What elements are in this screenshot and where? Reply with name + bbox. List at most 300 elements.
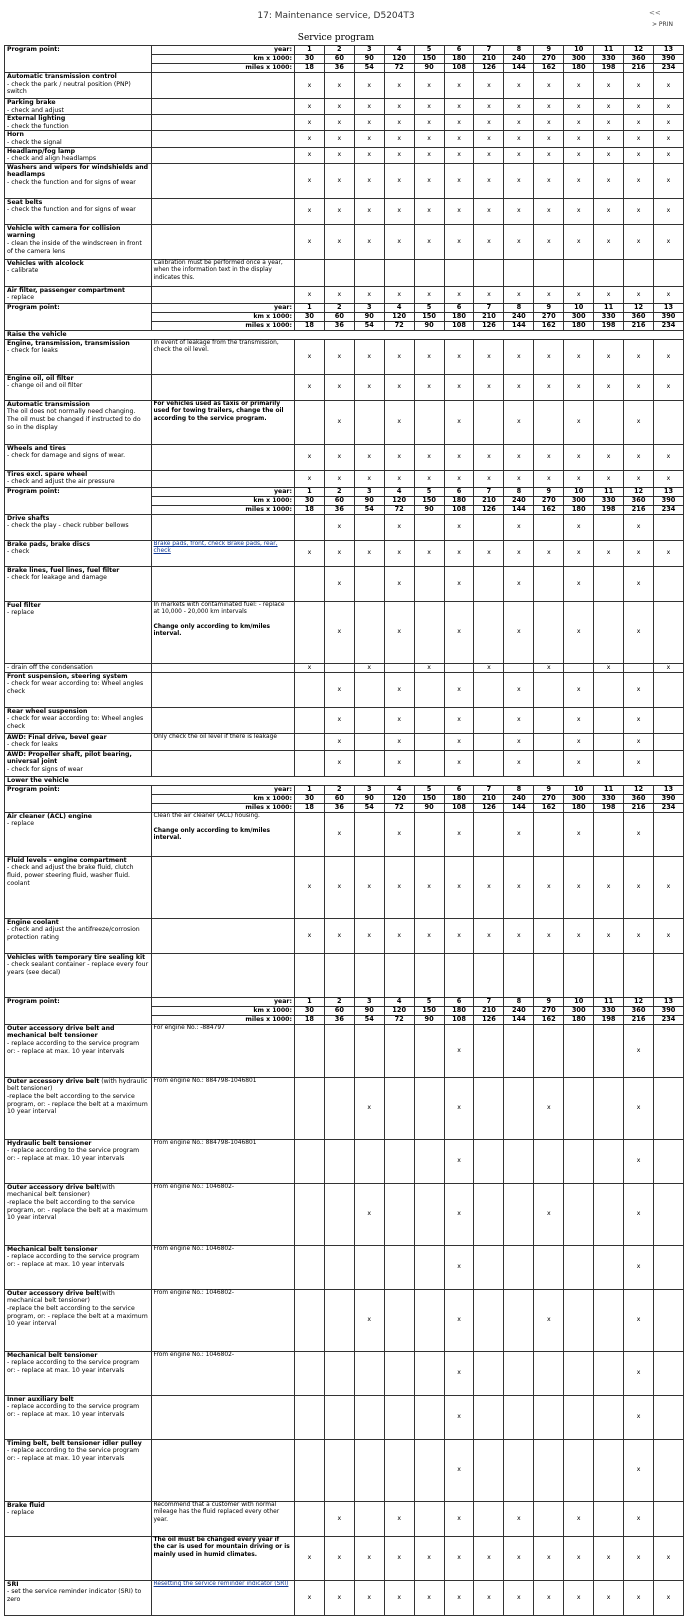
interval-mark-cell: x bbox=[384, 1580, 414, 1615]
reference-link[interactable]: Resetting the service reminder indicator (SRI) bbox=[153, 1580, 289, 1587]
interval-mark-cell: x bbox=[594, 540, 624, 566]
interval-km-cell: 30 bbox=[294, 312, 324, 321]
interval-km-cell: 90 bbox=[354, 496, 384, 505]
item-title: Automatic transmission bbox=[7, 400, 90, 408]
interval-mark-cell: x bbox=[414, 115, 444, 131]
interval-mark-cell: x bbox=[294, 540, 324, 566]
interval-mark-cell: x bbox=[414, 73, 444, 99]
interval-mark-cell bbox=[474, 1439, 504, 1501]
item-title: Engine coolant bbox=[7, 918, 59, 926]
note-cell bbox=[151, 444, 294, 470]
interval-mark-cell bbox=[294, 1351, 324, 1395]
previous-page-link[interactable]: << bbox=[649, 9, 661, 17]
item-instruction: - check and adjust the air pressure bbox=[7, 478, 115, 486]
interval-mark-cell: x bbox=[444, 131, 474, 147]
interval-mark-cell bbox=[444, 663, 474, 672]
interval-mark-cell: x bbox=[504, 374, 534, 400]
interval-km-cell: 180 bbox=[444, 312, 474, 321]
item-instruction: - check and adjust the antifreeze/corrosion protection rating bbox=[7, 926, 140, 941]
interval-mark-cell bbox=[504, 1245, 534, 1289]
interval-mark-cell: x bbox=[504, 147, 534, 163]
program-point-cell bbox=[5, 1501, 152, 1536]
row-label-km: km x 1000: bbox=[151, 55, 294, 64]
item-instruction: -replace the belt according to the service program, or: - replace the belt at a maximum 10 year interval bbox=[7, 1198, 148, 1222]
interval-mark-cell: x bbox=[324, 856, 354, 918]
note-text: From engine No.: 1046802- bbox=[153, 1245, 234, 1252]
interval-mark-cell: x bbox=[564, 1580, 594, 1615]
interval-mark-cell bbox=[414, 707, 444, 733]
interval-mark-cell: x bbox=[474, 198, 504, 224]
interval-mark-cell: x bbox=[534, 73, 564, 99]
interval-mark-cell bbox=[474, 1289, 504, 1351]
interval-mark-cell: x bbox=[354, 1183, 384, 1245]
interval-mark-cell: x bbox=[594, 856, 624, 918]
note-cell bbox=[151, 286, 294, 303]
program-point-label: Program point: bbox=[5, 785, 152, 812]
interval-mark-cell bbox=[534, 1139, 564, 1183]
interval-mark-cell: x bbox=[564, 812, 594, 856]
interval-mark-cell: x bbox=[414, 131, 444, 147]
interval-mark-cell bbox=[474, 733, 504, 750]
interval-mark-cell: x bbox=[624, 1077, 654, 1139]
table-row bbox=[5, 1351, 684, 1395]
item-title: Brake fluid bbox=[7, 1501, 45, 1509]
interval-mark-cell: x bbox=[354, 339, 384, 374]
interval-mark-cell: x bbox=[384, 99, 414, 115]
interval-year-cell: 3 bbox=[354, 785, 384, 794]
item-title: Outer accessory drive belt bbox=[7, 1289, 100, 1297]
interval-mark-cell: x bbox=[444, 374, 474, 400]
table-row bbox=[5, 163, 684, 198]
interval-mark-cell: x bbox=[504, 73, 534, 99]
table-row bbox=[5, 663, 684, 672]
interval-mark-cell: x bbox=[594, 470, 624, 487]
interval-km-cell: 270 bbox=[534, 496, 564, 505]
interval-mark-cell: x bbox=[654, 99, 684, 115]
interval-km-cell: 390 bbox=[654, 1006, 684, 1015]
interval-mark-cell: x bbox=[324, 470, 354, 487]
interval-mark-cell bbox=[474, 953, 504, 997]
interval-miles-cell: 54 bbox=[354, 64, 384, 73]
interval-km-cell: 120 bbox=[384, 312, 414, 321]
interval-mark-cell: x bbox=[324, 540, 354, 566]
interval-mark-cell: x bbox=[624, 131, 654, 147]
interval-mark-cell bbox=[414, 750, 444, 776]
item-title: Wheels and tires bbox=[7, 444, 66, 452]
interval-year-cell: 6 bbox=[444, 487, 474, 496]
interval-mark-cell: x bbox=[534, 1289, 564, 1351]
table-row bbox=[5, 1183, 684, 1245]
program-point-cell bbox=[5, 224, 152, 259]
interval-miles-cell: 234 bbox=[654, 505, 684, 514]
interval-miles-cell: 90 bbox=[414, 321, 444, 330]
item-title: Brake lines, fuel lines, fuel filter bbox=[7, 566, 120, 574]
interval-mark-cell: x bbox=[624, 99, 654, 115]
interval-mark-cell: x bbox=[444, 163, 474, 198]
interval-mark-cell: x bbox=[354, 115, 384, 131]
interval-mark-cell bbox=[414, 1183, 444, 1245]
interval-mark-cell bbox=[474, 672, 504, 707]
interval-miles-cell: 36 bbox=[324, 1015, 354, 1024]
interval-km-cell: 60 bbox=[324, 794, 354, 803]
interval-mark-cell: x bbox=[654, 1580, 684, 1615]
interval-mark-cell: x bbox=[504, 540, 534, 566]
note-cell bbox=[151, 374, 294, 400]
item-instruction: - check for damage and signs of wear. bbox=[7, 452, 126, 460]
interval-mark-cell: x bbox=[414, 163, 444, 198]
interval-mark-cell bbox=[354, 750, 384, 776]
interval-mark-cell: x bbox=[324, 99, 354, 115]
interval-year-cell: 13 bbox=[654, 997, 684, 1006]
interval-mark-cell: x bbox=[324, 918, 354, 953]
interval-mark-cell bbox=[654, 1501, 684, 1536]
interval-mark-cell bbox=[594, 672, 624, 707]
interval-mark-cell bbox=[354, 1501, 384, 1536]
interval-year-cell: 13 bbox=[654, 46, 684, 55]
interval-km-cell: 90 bbox=[354, 794, 384, 803]
interval-year-cell: 4 bbox=[384, 785, 414, 794]
interval-mark-cell bbox=[384, 1439, 414, 1501]
interval-mark-cell bbox=[504, 1183, 534, 1245]
interval-year-cell: 11 bbox=[594, 46, 624, 55]
interval-mark-cell: x bbox=[624, 918, 654, 953]
item-title: Vehicles with alcolock bbox=[7, 259, 84, 267]
item-title: Mechanical belt tensioner bbox=[7, 1351, 98, 1359]
interval-mark-cell bbox=[564, 1439, 594, 1501]
item-instruction: - replace according to the service program or: - replace at max. 10 year intervals bbox=[7, 1147, 140, 1162]
interval-year-cell: 7 bbox=[474, 487, 504, 496]
interval-mark-cell: x bbox=[594, 99, 624, 115]
interval-mark-cell: x bbox=[384, 115, 414, 131]
interval-year-cell: 6 bbox=[444, 997, 474, 1006]
interval-mark-cell bbox=[324, 1183, 354, 1245]
row-label-miles: miles x 1000: bbox=[151, 803, 294, 812]
table-row bbox=[5, 750, 684, 776]
interval-mark-cell bbox=[294, 672, 324, 707]
item-instruction: - check for leaks bbox=[7, 347, 58, 355]
interval-mark-cell: x bbox=[384, 374, 414, 400]
interval-mark-cell bbox=[294, 750, 324, 776]
interval-year-cell: 13 bbox=[654, 303, 684, 312]
interval-mark-cell: x bbox=[504, 1501, 534, 1536]
table-row bbox=[5, 444, 684, 470]
interval-year-cell: 11 bbox=[594, 997, 624, 1006]
item-title: Headlamp/fog lamp bbox=[7, 147, 76, 155]
interval-mark-cell: x bbox=[384, 224, 414, 259]
item-title: Tires excl. spare wheel bbox=[7, 470, 88, 478]
interval-mark-cell: x bbox=[504, 1580, 534, 1615]
interval-mark-cell: x bbox=[654, 198, 684, 224]
item-instruction: - check the signal bbox=[7, 138, 62, 146]
interval-mark-cell bbox=[474, 750, 504, 776]
interval-mark-cell bbox=[534, 566, 564, 601]
interval-year-cell: 6 bbox=[444, 303, 474, 312]
program-point-cell bbox=[5, 733, 152, 750]
interval-mark-cell bbox=[384, 1024, 414, 1077]
note-cell bbox=[151, 224, 294, 259]
interval-mark-cell bbox=[594, 1501, 624, 1536]
interval-mark-cell: x bbox=[324, 733, 354, 750]
interval-mark-cell: x bbox=[624, 1351, 654, 1395]
interval-year-cell: 3 bbox=[354, 997, 384, 1006]
row-label-km: km x 1000: bbox=[151, 312, 294, 321]
interval-mark-cell: x bbox=[414, 147, 444, 163]
interval-mark-cell: x bbox=[654, 470, 684, 487]
program-point-cell bbox=[5, 259, 152, 286]
print-link[interactable]: > PRIN bbox=[652, 21, 673, 28]
interval-miles-cell: 180 bbox=[564, 803, 594, 812]
note-cell bbox=[151, 601, 294, 663]
item-instruction: - check for signs of wear bbox=[7, 765, 83, 773]
interval-mark-cell: x bbox=[384, 400, 414, 444]
item-instruction: - set the service reminder indicator (SRI) to zero bbox=[7, 1588, 142, 1603]
interval-miles-cell: 108 bbox=[444, 803, 474, 812]
table-row bbox=[5, 601, 684, 663]
program-point-cell bbox=[5, 1580, 152, 1615]
interval-mark-cell bbox=[504, 1139, 534, 1183]
interval-mark-cell bbox=[654, 1139, 684, 1183]
table-row bbox=[5, 339, 684, 374]
interval-mark-cell bbox=[294, 259, 324, 286]
note-cell bbox=[151, 540, 294, 566]
interval-mark-cell: x bbox=[564, 163, 594, 198]
interval-mark-cell: x bbox=[624, 1183, 654, 1245]
interval-mark-cell bbox=[654, 1077, 684, 1139]
interval-mark-cell: x bbox=[624, 856, 654, 918]
table-row bbox=[5, 131, 684, 147]
interval-miles-cell: 198 bbox=[594, 803, 624, 812]
interval-mark-cell bbox=[414, 400, 444, 444]
interval-year-cell: 9 bbox=[534, 487, 564, 496]
interval-mark-cell: x bbox=[654, 163, 684, 198]
interval-mark-cell: x bbox=[504, 339, 534, 374]
note-cell bbox=[151, 1536, 294, 1580]
interval-mark-cell: x bbox=[654, 540, 684, 566]
interval-km-cell: 300 bbox=[564, 794, 594, 803]
interval-year-cell: 12 bbox=[624, 46, 654, 55]
interval-mark-cell: x bbox=[444, 1536, 474, 1580]
interval-mark-cell: x bbox=[384, 672, 414, 707]
interval-mark-cell: x bbox=[474, 147, 504, 163]
interval-mark-cell: x bbox=[564, 198, 594, 224]
interval-year-cell: 3 bbox=[354, 303, 384, 312]
interval-mark-cell: x bbox=[444, 566, 474, 601]
interval-mark-cell bbox=[354, 514, 384, 540]
note-cell bbox=[151, 663, 294, 672]
table-row bbox=[5, 856, 684, 918]
interval-km-cell: 390 bbox=[654, 496, 684, 505]
row-label-year: year: bbox=[151, 487, 294, 496]
interval-mark-cell: x bbox=[624, 672, 654, 707]
interval-mark-cell: x bbox=[594, 73, 624, 99]
interval-mark-cell bbox=[414, 1501, 444, 1536]
interval-mark-cell bbox=[414, 1439, 444, 1501]
interval-mark-cell: x bbox=[594, 131, 624, 147]
row-label-year: year: bbox=[151, 785, 294, 794]
interval-mark-cell: x bbox=[324, 224, 354, 259]
interval-mark-cell: x bbox=[474, 1580, 504, 1615]
interval-mark-cell: x bbox=[444, 339, 474, 374]
interval-mark-cell: x bbox=[444, 198, 474, 224]
interval-mark-cell: x bbox=[444, 1395, 474, 1439]
interval-mark-cell: x bbox=[414, 286, 444, 303]
interval-mark-cell: x bbox=[594, 918, 624, 953]
program-point-cell bbox=[5, 1077, 152, 1139]
interval-miles-cell: 108 bbox=[444, 505, 474, 514]
interval-km-cell: 30 bbox=[294, 1006, 324, 1015]
interval-mark-cell bbox=[504, 1077, 534, 1139]
note-cell bbox=[151, 856, 294, 918]
interval-mark-cell bbox=[594, 400, 624, 444]
interval-mark-cell: x bbox=[504, 601, 534, 663]
interval-km-cell: 180 bbox=[444, 794, 474, 803]
interval-mark-cell: x bbox=[504, 856, 534, 918]
interval-mark-cell: x bbox=[534, 339, 564, 374]
interval-km-cell: 300 bbox=[564, 312, 594, 321]
interval-mark-cell bbox=[444, 953, 474, 997]
interval-mark-cell: x bbox=[384, 163, 414, 198]
interval-mark-cell: x bbox=[654, 131, 684, 147]
interval-mark-cell: x bbox=[654, 115, 684, 131]
interval-mark-cell: x bbox=[474, 470, 504, 487]
interval-mark-cell bbox=[534, 1501, 564, 1536]
interval-mark-cell bbox=[654, 1245, 684, 1289]
item-title: Seat belts bbox=[7, 198, 43, 206]
interval-mark-cell: x bbox=[294, 224, 324, 259]
program-point-cell bbox=[5, 856, 152, 918]
row-label-miles: miles x 1000: bbox=[151, 321, 294, 330]
interval-mark-cell bbox=[384, 1139, 414, 1183]
interval-mark-cell bbox=[474, 707, 504, 733]
interval-mark-cell: x bbox=[324, 1580, 354, 1615]
interval-mark-cell: x bbox=[414, 663, 444, 672]
program-point-cell bbox=[5, 707, 152, 733]
interval-mark-cell bbox=[354, 1439, 384, 1501]
header-row-year bbox=[5, 303, 684, 312]
interval-mark-cell bbox=[624, 953, 654, 997]
interval-mark-cell: x bbox=[624, 339, 654, 374]
interval-mark-cell bbox=[594, 812, 624, 856]
interval-year-cell: 13 bbox=[654, 487, 684, 496]
interval-mark-cell bbox=[414, 1024, 444, 1077]
interval-km-cell: 270 bbox=[534, 55, 564, 64]
table-row bbox=[5, 1580, 684, 1615]
interval-mark-cell bbox=[294, 601, 324, 663]
document-title: 17: Maintenance service, D5204T3 bbox=[257, 11, 415, 21]
interval-mark-cell: x bbox=[654, 1536, 684, 1580]
interval-mark-cell bbox=[354, 953, 384, 997]
interval-mark-cell: x bbox=[354, 198, 384, 224]
interval-mark-cell bbox=[324, 259, 354, 286]
interval-mark-cell: x bbox=[474, 918, 504, 953]
interval-mark-cell bbox=[534, 1439, 564, 1501]
interval-mark-cell bbox=[324, 1245, 354, 1289]
interval-miles-cell: 162 bbox=[534, 803, 564, 812]
item-title: External lighting bbox=[7, 115, 66, 123]
interval-mark-cell: x bbox=[624, 566, 654, 601]
interval-mark-cell: x bbox=[594, 663, 624, 672]
item-instruction: - clean the inside of the windscreen in front of the camera lens bbox=[7, 239, 142, 255]
reference-link[interactable]: Brake pads, front, check Brake pads, rear, check bbox=[153, 540, 278, 555]
item-title: Mechanical belt tensioner bbox=[7, 1245, 98, 1253]
interval-miles-cell: 54 bbox=[354, 803, 384, 812]
interval-mark-cell: x bbox=[534, 444, 564, 470]
interval-km-cell: 360 bbox=[624, 55, 654, 64]
interval-mark-cell: x bbox=[444, 601, 474, 663]
interval-miles-cell: 126 bbox=[474, 505, 504, 514]
interval-mark-cell: x bbox=[534, 147, 564, 163]
interval-mark-cell: x bbox=[384, 566, 414, 601]
table-row bbox=[5, 918, 684, 953]
interval-mark-cell: x bbox=[624, 540, 654, 566]
interval-miles-cell: 144 bbox=[504, 1015, 534, 1024]
interval-mark-cell bbox=[594, 514, 624, 540]
interval-mark-cell: x bbox=[384, 73, 414, 99]
interval-year-cell: 1 bbox=[294, 487, 324, 496]
interval-mark-cell bbox=[534, 750, 564, 776]
interval-mark-cell: x bbox=[294, 198, 324, 224]
program-point-cell bbox=[5, 198, 152, 224]
interval-mark-cell bbox=[564, 1245, 594, 1289]
interval-mark-cell bbox=[564, 663, 594, 672]
interval-mark-cell bbox=[294, 1077, 324, 1139]
item-instruction: - check sealant container - replace every four years (see decal) bbox=[7, 961, 149, 976]
table-row bbox=[5, 224, 684, 259]
interval-mark-cell: x bbox=[624, 812, 654, 856]
item-instruction: - check the function bbox=[7, 122, 69, 130]
interval-mark-cell: x bbox=[354, 286, 384, 303]
table-row bbox=[5, 470, 684, 487]
interval-mark-cell bbox=[504, 259, 534, 286]
interval-km-cell: 360 bbox=[624, 496, 654, 505]
program-point-cell bbox=[5, 750, 152, 776]
interval-year-cell: 2 bbox=[324, 303, 354, 312]
interval-mark-cell: x bbox=[504, 99, 534, 115]
item-title: Engine oil, oil filter bbox=[7, 374, 74, 382]
interval-mark-cell: x bbox=[564, 1501, 594, 1536]
interval-miles-cell: 72 bbox=[384, 64, 414, 73]
interval-mark-cell: x bbox=[504, 733, 534, 750]
interval-year-cell: 8 bbox=[504, 785, 534, 794]
interval-mark-cell: x bbox=[564, 99, 594, 115]
interval-mark-cell: x bbox=[654, 147, 684, 163]
note-cell bbox=[151, 1245, 294, 1289]
interval-mark-cell: x bbox=[474, 224, 504, 259]
note-cell bbox=[151, 259, 294, 286]
program-point-cell bbox=[5, 115, 152, 131]
interval-mark-cell: x bbox=[354, 1536, 384, 1580]
interval-mark-cell: x bbox=[384, 707, 414, 733]
interval-mark-cell bbox=[564, 1395, 594, 1439]
service-program-table-wrapper bbox=[4, 45, 684, 1616]
item-title: Outer accessory drive belt bbox=[7, 1077, 100, 1085]
item-title: AWD: Propeller shaft, pilot bearing, universal joint bbox=[7, 750, 132, 766]
note-cell bbox=[151, 115, 294, 131]
interval-year-cell: 8 bbox=[504, 997, 534, 1006]
interval-miles-cell: 144 bbox=[504, 64, 534, 73]
interval-mark-cell bbox=[324, 1395, 354, 1439]
interval-mark-cell bbox=[654, 1395, 684, 1439]
interval-mark-cell: x bbox=[474, 131, 504, 147]
item-instruction: - check for leakage and damage bbox=[7, 574, 107, 582]
interval-mark-cell: x bbox=[444, 147, 474, 163]
interval-mark-cell bbox=[474, 812, 504, 856]
interval-mark-cell bbox=[534, 514, 564, 540]
interval-mark-cell: x bbox=[504, 707, 534, 733]
interval-mark-cell: x bbox=[294, 163, 324, 198]
interval-mark-cell: x bbox=[414, 444, 444, 470]
interval-km-cell: 240 bbox=[504, 1006, 534, 1015]
